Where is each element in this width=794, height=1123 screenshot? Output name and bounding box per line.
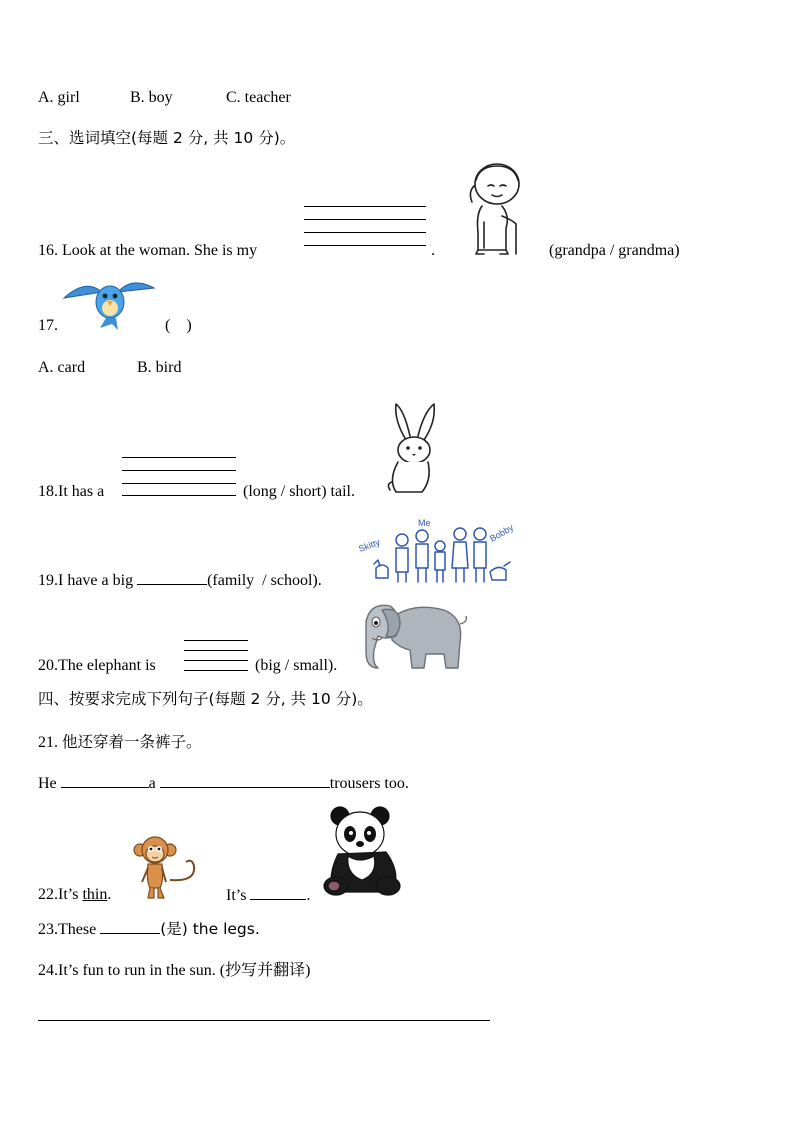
q18-start: 18.It has a bbox=[38, 483, 105, 500]
answer-line bbox=[122, 495, 236, 496]
q21-he: He bbox=[38, 775, 61, 792]
family-label-me: Me bbox=[418, 518, 431, 528]
q22-sentence-2 bbox=[226, 885, 310, 906]
q24-sentence: 24.It’s fun to run in the sun. (抄写并翻译) bbox=[38, 962, 311, 979]
q17-answer-paren[interactable]: ( ) bbox=[165, 317, 192, 334]
q23-sentence bbox=[38, 919, 260, 940]
family-illustration bbox=[357, 518, 520, 586]
family-label-bobby: Bobby bbox=[488, 522, 516, 544]
q18-end: (long / short) tail. bbox=[243, 483, 355, 500]
q24-answer-line[interactable] bbox=[38, 1020, 490, 1021]
q21-end: trousers too. bbox=[329, 775, 409, 792]
panda-illustration bbox=[322, 804, 406, 900]
section-3-heading: 三、选词填空(每题 2 分, 共 10 分)。 bbox=[38, 129, 296, 147]
answer-line bbox=[184, 660, 248, 661]
q15-option-b: B. boy bbox=[130, 89, 173, 106]
q22-sentence-1 bbox=[38, 885, 111, 905]
answer-line bbox=[122, 457, 236, 458]
bird-illustration bbox=[60, 270, 158, 332]
answer-line bbox=[184, 670, 248, 671]
q22-end: . bbox=[306, 887, 311, 904]
q23-blank[interactable] bbox=[100, 919, 160, 934]
q19-end: (family / school). bbox=[207, 572, 322, 589]
q22-blank[interactable] bbox=[250, 885, 306, 900]
answer-line bbox=[304, 219, 426, 220]
q16-number: 16. bbox=[38, 242, 58, 259]
q16-text: Look at the woman. She is my bbox=[62, 242, 258, 259]
answer-line bbox=[184, 650, 248, 651]
q16-period: . bbox=[431, 242, 435, 259]
q17-number: 17. bbox=[38, 317, 58, 334]
q21-blank-2[interactable] bbox=[160, 773, 330, 788]
q16-sentence bbox=[38, 241, 257, 261]
family-label-skitty: Skitty bbox=[357, 536, 382, 554]
rabbit-illustration bbox=[382, 400, 442, 496]
q21-number: 21. bbox=[38, 734, 58, 751]
q21-chinese bbox=[38, 732, 202, 753]
q21-english bbox=[38, 773, 409, 794]
q23-end: (是) the legs. bbox=[160, 920, 260, 938]
q22-start: 22.It’s bbox=[38, 886, 83, 903]
q19-blank[interactable] bbox=[137, 570, 207, 585]
grandma-illustration bbox=[462, 162, 532, 256]
q19-start: 19.I have a big bbox=[38, 572, 138, 589]
answer-line bbox=[304, 245, 426, 246]
answer-line bbox=[184, 640, 248, 641]
q21-blank-1[interactable] bbox=[61, 773, 149, 788]
answer-line bbox=[304, 206, 426, 207]
q23-start: 23.These bbox=[38, 921, 101, 938]
monkey-illustration bbox=[130, 836, 204, 902]
q19-sentence bbox=[38, 570, 322, 591]
q21-a: a bbox=[148, 775, 160, 792]
answer-line bbox=[304, 232, 426, 233]
q22-dot: . bbox=[107, 886, 112, 903]
q16-choices: (grandpa / grandma) bbox=[549, 242, 680, 259]
answer-line bbox=[122, 483, 236, 484]
q22-underlined-word: thin bbox=[82, 886, 108, 903]
q20-start: 20.The elephant is bbox=[38, 657, 156, 674]
q20-end: (big / small). bbox=[255, 657, 338, 674]
q15-option-a: A. girl bbox=[38, 89, 80, 106]
elephant-illustration bbox=[352, 596, 468, 674]
q17-option-b: B. bird bbox=[137, 359, 182, 376]
q17-option-a: A. card bbox=[38, 359, 86, 376]
q15-option-c: C. teacher bbox=[226, 89, 291, 106]
q21-chinese-text: 他还穿着一条裤子。 bbox=[62, 733, 202, 751]
answer-line bbox=[122, 470, 236, 471]
q22-its: It’s bbox=[226, 887, 251, 904]
section-4-heading: 四、按要求完成下列句子(每题 2 分, 共 10 分)。 bbox=[38, 690, 373, 708]
